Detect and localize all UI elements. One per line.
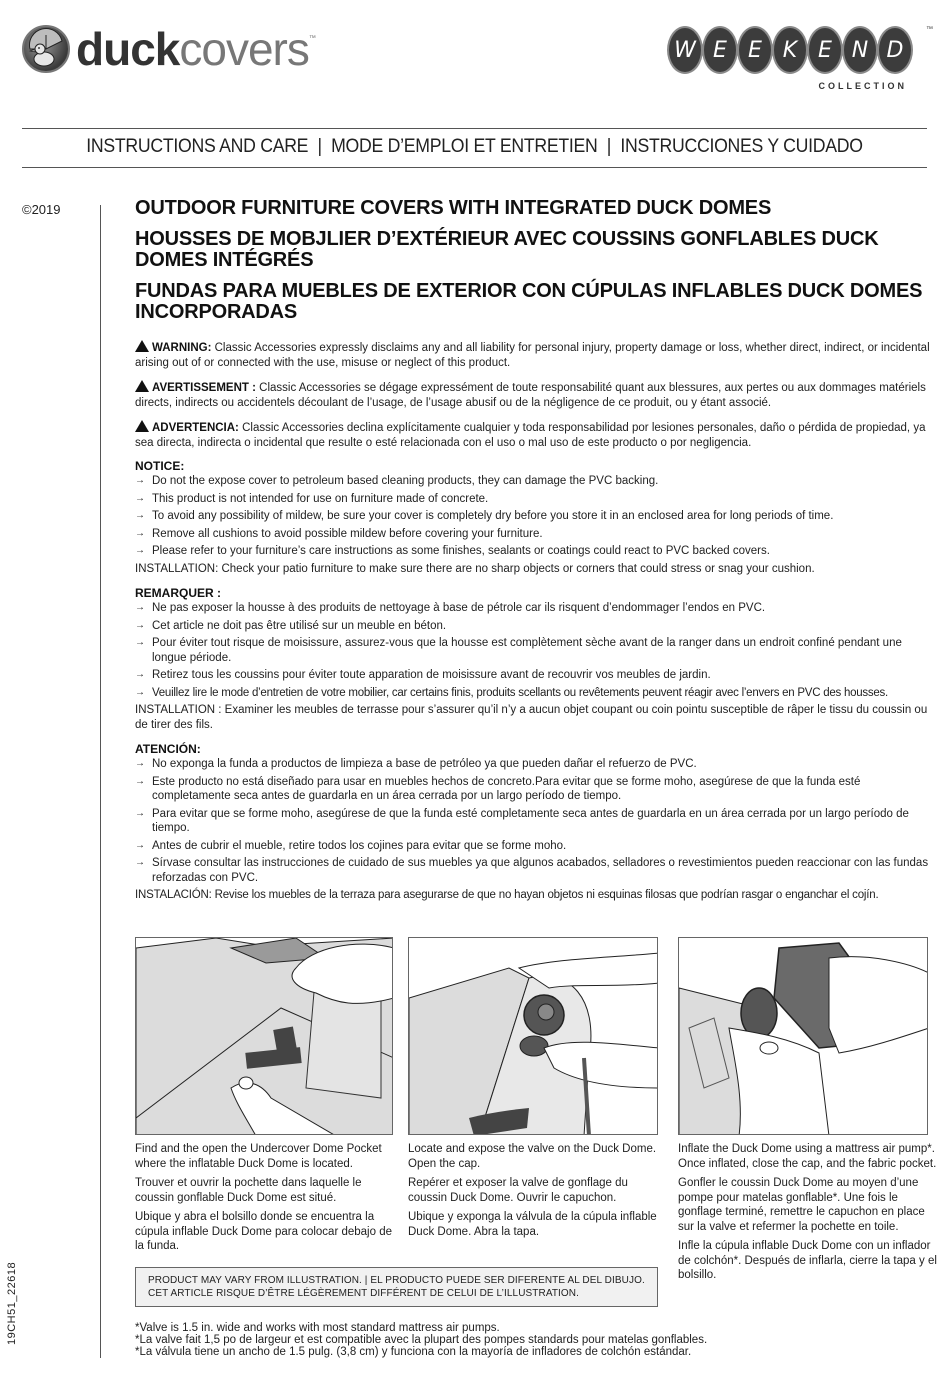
warning-label: WARNING:	[152, 342, 212, 354]
trademark: ™	[926, 26, 933, 33]
notice-es	[135, 742, 930, 903]
divider-bottom	[22, 167, 927, 168]
notice-heading: NOTICE:	[135, 459, 185, 473]
duckcovers-logo	[22, 25, 316, 73]
brand-bold: duck	[76, 23, 180, 75]
weekend-collection-logo	[667, 26, 933, 91]
weekend-letter: E	[702, 26, 738, 74]
warning-text: Classic Accessories expressly disclaims any and all liability for personal injury, property damage or loss, whether direct, indirect, or incidental arising out of or connected with the use, misuse or neglect of this product.	[135, 342, 930, 369]
warning-triangle-icon	[135, 420, 149, 432]
notice-fr	[135, 586, 930, 732]
banner-separator: |	[606, 136, 612, 157]
hands-using-air-pump-icon	[679, 938, 928, 1135]
weekend-wordmark	[667, 26, 929, 74]
banner-separator: |	[317, 136, 322, 157]
caption-fr: Repérer et exposer la valve de gonflage du coussin Duck Dome. Ouvrir le capuchon.	[408, 1177, 628, 1204]
step-caption-1	[135, 1142, 400, 1259]
notice-en	[135, 459, 930, 576]
caption-es: Ubique y exponga la válvula de la cúpula inflable Duck Dome. Abra la tapa.	[408, 1211, 657, 1238]
caption-en: Inflate the Duck Dome using a mattress air pump*. Once inflated, close the cap, and the fabric pocket.	[678, 1143, 937, 1170]
brand-wordmark	[76, 23, 309, 75]
hands-opening-valve-icon	[409, 938, 658, 1135]
notice-item: → Este producto no está diseñado para usar en muebles hechos de concreto.Para evitar que se forme moho, asegúrese de que la funda esté completamente seca antes de guardarla en un área cerrada por un largo período de tiempo.	[135, 775, 930, 804]
footnote-en: *Valve is 1.5 in. wide and works with most standard mattress air pumps.	[135, 1322, 500, 1334]
weekend-letter: K	[772, 26, 808, 74]
notice-heading: ATENCIÓN:	[135, 742, 201, 756]
hands-opening-pocket-icon	[136, 938, 393, 1135]
banner-en: INSTRUCTIONS AND CARE	[86, 136, 309, 157]
disclaimer-line: CET ARTICLE RISQUE D’ÊTRE LÉGÈREMENT DIFFÉRENT DE CELUI DE L’ILLUSTRATION.	[148, 1287, 580, 1299]
warning-text: Classic Accessories se dégage expressément de toute responsabilité quant aux blessures, aux pertes ou aux dommages matériels directs, indirects ou accidentels découlant de l’usage, de l’usage abusif ou de la négligence de ce produit, ou y étant associé.	[135, 382, 926, 409]
notice-item: → To avoid any possibility of mildew, be sure your cover is completely dry before you store it in an enclosed area for long periods of time.	[135, 509, 930, 524]
illustration-open-pocket	[135, 937, 393, 1135]
caption-en: Locate and expose the valve on the Duck Dome. Open the cap.	[408, 1143, 657, 1170]
notice-heading: REMARQUER :	[135, 586, 221, 600]
banner-es: INSTRUCCIONES Y CUIDADO	[620, 136, 863, 157]
installation-note: INSTALACIÓN: Revise los muebles de la terraza para asegurarse de que no hayan objetos ni esquinas filosas que podrían rasgar o enganchar el cojín.	[135, 889, 879, 901]
notice-item: → Do not the expose cover to petroleum based cleaning products, they can damage the PVC backing.	[135, 474, 930, 489]
instructions-banner	[54, 136, 896, 158]
illustration-disclaimer	[135, 1267, 658, 1307]
installation-note: INSTALLATION : Examiner les meubles de terrasse pour s’assurer qu’il n’y a aucun objet coupant ou coin pointu susceptible de râper le tissu du coussin ou de tirer des fils.	[135, 704, 928, 731]
weekend-letter: E	[737, 26, 773, 74]
warning-label: AVERTISSEMENT :	[152, 382, 256, 394]
illustration-inflate	[678, 937, 928, 1135]
step-caption-2	[408, 1142, 668, 1244]
notice-item: → Antes de cubrir el mueble, retire todos los cojines para evitar que se forme moho.	[135, 839, 930, 854]
weekend-letter: N	[842, 26, 878, 74]
brand-light: covers	[179, 23, 309, 75]
caption-es: Ubique y abra el bolsillo donde se encuentra la cúpula inflable Duck Dome para colocar debajo de la funda.	[135, 1211, 392, 1252]
notice-item: → Pour éviter tout risque de moisissure, assurez-vous que la housse est complètement sèche avant de la ranger dans un endroit confiné pendant une longue période.	[135, 636, 930, 665]
caption-fr: Gonfler le coussin Duck Dome au moyen d’une pompe pour matelas gonflable*. Une fois le gonflage terminé, remettre le capuchon en place sur la valve et refermer la pochette en toile.	[678, 1177, 925, 1233]
notice-item: → No exponga la funda a productos de limpieza a base de petróleo ya que pueden dañar el refuerzo de PVC.	[135, 757, 930, 772]
duck-umbrella-icon	[22, 25, 70, 73]
notice-item: → Cet article ne doit pas être utilisé sur un meuble en béton.	[135, 619, 930, 634]
disclaimer-line: PRODUCT MAY VARY FROM ILLUSTRATION. | EL PRODUCTO PUEDE SER DIFERENTE AL DEL DIBUJO.	[148, 1275, 645, 1286]
collection-label: COLLECTION	[818, 81, 907, 91]
warning-label: ADVERTENCIA:	[152, 422, 239, 434]
notice-item: → This product is not intended for use on furniture made of concrete.	[135, 492, 930, 507]
warning-triangle-icon	[135, 340, 149, 352]
title-en: OUTDOOR FURNITURE COVERS WITH INTEGRATED DUCK DOMES	[135, 197, 772, 219]
warning-triangle-icon	[135, 380, 149, 392]
notice-item: → Ne pas exposer la housse à des produits de nettoyage à base de pétrole car ils risquent d’endommager l’endos en PVC.	[135, 601, 930, 616]
document-id: 19CH51_22618	[6, 1261, 18, 1345]
footnote-fr: *La valve fait 1,5 po de largeur et est compatible avec la plupart des pompes standards pour matelas gonflables.	[135, 1334, 708, 1346]
banner-fr: MODE D’EMPLOI ET ENTRETIEN	[331, 136, 598, 157]
main-content	[135, 198, 930, 913]
installation-note: INSTALLATION: Check your patio furniture to make sure there are no sharp objects or corners that could stress or snag your cushion.	[135, 562, 815, 575]
notice-item: → Veuillez lire le mode d’entretien de votre mobilier, car certains finis, produits scellants ou revêtements peuvent réagir avec l’envers en PVC des housses.	[135, 686, 930, 701]
weekend-letter: D	[877, 26, 913, 74]
footnote-es: *La válvula tiene un ancho de 1.5 pulg. (3,8 cm) y funciona con la mayoría de infladores de colchón estándar.	[135, 1346, 692, 1358]
divider-top	[22, 128, 927, 129]
caption-fr: Trouver et ouvrir la pochette dans laquelle le coussin gonflable Duck Dome est situé.	[135, 1177, 362, 1204]
warning-es	[135, 419, 930, 451]
notice-item: → Para evitar que se forme moho, asegúrese de que la funda esté completamente seca antes de guardarla en un área cerrada por un largo período de tiempo.	[135, 807, 930, 836]
notice-item: → Retirez tous les coussins pour éviter toute apparation de moisissure avant de recouvrir vos meubles de jardin.	[135, 668, 930, 683]
title-es: FUNDAS PARA MUEBLES DE EXTERIOR CON CÚPULAS INFLABLES DUCK DOMES INCORPORADAS	[135, 280, 923, 323]
warning-text: Classic Accessories declina explícitamente cualquier y toda responsabilidad por lesiones personales, daño o pérdida de propiedad, ya sea directa, indirecta o incidental que resulte o esté relacionada con el uso o mal uso de este producto o por negligencia.	[135, 422, 926, 449]
trademark: ™	[308, 35, 316, 42]
caption-es: Infle la cúpula inflable Duck Dome con un inflador de colchón*. Después de inflarla, cierre la tapa y el bolsillo.	[678, 1240, 937, 1281]
weekend-letter: W	[667, 26, 703, 74]
notice-item: → Remove all cushions to avoid possible mildew before covering your furniture.	[135, 527, 930, 542]
notice-item: → Sírvase consultar las instrucciones de cuidado de sus muebles ya que algunos acabados, selladores o revestimientos pueden reaccionar con las fundas reforzadas con PVC.	[135, 856, 930, 885]
notice-item: → Please refer to your furniture’s care instructions as some finishes, sealants or coatings could react to PVC backed covers.	[135, 544, 930, 559]
warning-fr	[135, 379, 930, 411]
illustration-open-valve	[408, 937, 658, 1135]
weekend-letter: E	[807, 26, 843, 74]
caption-en: Find and the open the Undercover Dome Pocket where the inflatable Duck Dome is located.	[135, 1143, 382, 1170]
copyright: ©2019	[22, 202, 61, 217]
step-caption-3	[678, 1142, 938, 1288]
warning-en	[135, 339, 930, 371]
footnotes	[135, 1322, 707, 1358]
margin-rule	[100, 205, 101, 1358]
title-fr: HOUSSES DE MOBJLIER D’EXTÉRIEUR AVEC COUSSINS GONFLABLES DUCK DOMES INTÉGRÉS	[135, 228, 879, 271]
